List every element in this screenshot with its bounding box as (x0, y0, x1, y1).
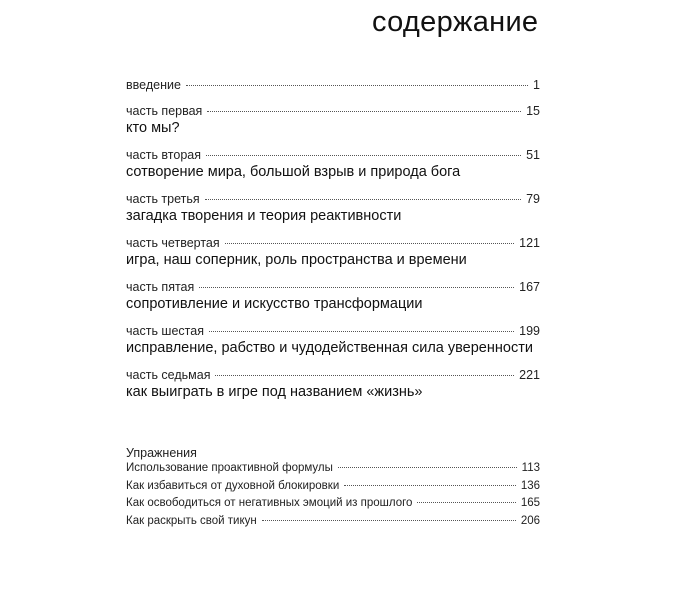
toc-entry-part-3 (126, 192, 540, 224)
exercise-entry (126, 515, 540, 533)
toc-part-title: сотворение мира, большой взрыв и природа бога (126, 164, 461, 180)
toc-page-number: 199 (519, 324, 540, 338)
exercise-entry (126, 480, 540, 498)
toc-entry-intro (126, 78, 540, 92)
toc-entry-part-1 (126, 104, 540, 136)
toc-label: часть шестая (126, 324, 204, 338)
toc-part-title: загадка творения и теория реактивности (126, 208, 402, 224)
toc-label: часть пятая (126, 280, 195, 294)
toc-entry-part-2 (126, 148, 540, 180)
toc-part-title: исправление, рабство и чудодейственная сила уверенности (126, 340, 533, 356)
toc-part-title: кто мы? (126, 120, 180, 136)
toc-page-number: 79 (526, 192, 540, 206)
toc-part-title: игра, наш соперник, роль пространства и времени (126, 252, 467, 268)
exercise-label: Как раскрыть свой тикун (126, 514, 257, 527)
exercise-entry (126, 462, 540, 480)
dot-leader (199, 287, 514, 288)
toc-part-title: как выиграть в игре под названием «жизнь» (126, 384, 423, 400)
toc-label: введение (126, 78, 181, 92)
toc-label: часть четвертая (126, 236, 220, 250)
toc-label: часть седьмая (126, 368, 211, 382)
dot-leader (209, 331, 514, 332)
exercise-entry (126, 497, 540, 515)
toc-entry-part-7 (126, 368, 540, 400)
dot-leader (215, 375, 514, 376)
exercises-section (126, 446, 540, 532)
toc-label: часть первая (126, 104, 203, 118)
toc-page-number: 167 (519, 280, 540, 294)
exercise-page-number: 165 (520, 497, 540, 509)
dot-leader (262, 520, 516, 521)
dot-leader (186, 85, 528, 86)
exercise-label: Использование проактивной формулы (126, 462, 333, 474)
toc-page-number: 221 (519, 368, 540, 382)
dot-leader (225, 243, 515, 244)
dot-leader (417, 502, 515, 503)
dot-leader (338, 467, 517, 468)
toc-entry-part-6 (126, 324, 540, 356)
exercise-label: Как освободиться от негативных эмоций из прошлого (126, 497, 413, 509)
toc-page-number: 15 (526, 104, 540, 118)
toc-entry-part-5 (126, 280, 540, 312)
exercise-label: Как избавиться от духовной блокировки (126, 479, 340, 492)
dot-leader (205, 199, 521, 200)
toc-entry-part-4 (126, 236, 540, 268)
toc-label: часть вторая (126, 148, 201, 162)
exercises-heading: Упражнения (126, 446, 197, 460)
table-of-contents (126, 78, 540, 412)
dot-leader (344, 485, 516, 486)
toc-page-number: 51 (526, 148, 540, 162)
toc-part-title: сопротивление и искусство трансформации (126, 296, 423, 312)
page-title: содержание (372, 6, 539, 38)
exercise-page-number: 113 (521, 462, 540, 474)
toc-label: часть третья (126, 192, 200, 206)
toc-page-number: 121 (519, 236, 540, 250)
dot-leader (207, 111, 521, 112)
exercise-page-number: 136 (520, 479, 540, 492)
dot-leader (206, 155, 521, 156)
toc-page-number: 1 (533, 78, 540, 92)
exercise-page-number: 206 (520, 514, 540, 527)
